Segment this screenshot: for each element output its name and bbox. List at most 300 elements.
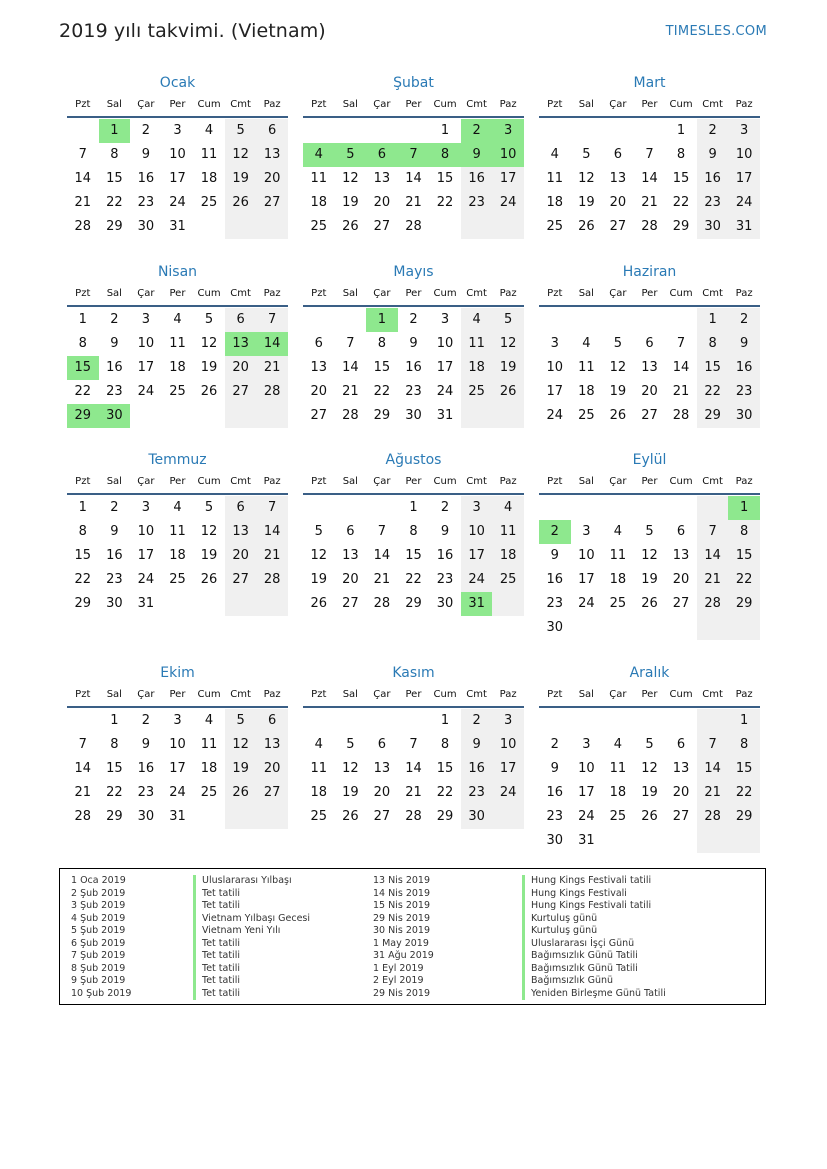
day-cell[interactable]: 15 <box>672 171 690 186</box>
day-cell[interactable]: 7 <box>256 496 288 520</box>
day-cell[interactable]: 12 <box>342 171 359 186</box>
day-cell[interactable]: 30 <box>546 620 564 635</box>
day-cell[interactable]: 23 <box>436 572 454 587</box>
day-cell[interactable]: 6 <box>676 524 686 539</box>
day-cell[interactable]: 15 <box>74 548 92 563</box>
day-cell[interactable]: 5 <box>225 119 257 143</box>
day-cell[interactable]: 11 <box>310 171 328 186</box>
day-cell[interactable]: 13 <box>609 171 627 186</box>
day-cell[interactable]: 11 <box>461 332 493 356</box>
day-cell[interactable]: 10 <box>578 761 595 776</box>
holiday-day[interactable]: 30 <box>99 404 131 428</box>
day-cell[interactable]: 7 <box>346 336 355 351</box>
day-cell[interactable]: 22 <box>106 195 123 210</box>
day-cell[interactable]: 7 <box>645 147 654 162</box>
day-cell[interactable]: 28 <box>697 592 729 616</box>
day-cell[interactable]: 20 <box>342 572 359 587</box>
day-cell[interactable]: 30 <box>137 219 155 234</box>
day-cell[interactable]: 24 <box>728 191 760 215</box>
day-cell[interactable]: 4 <box>314 737 323 752</box>
day-cell[interactable]: 22 <box>728 781 760 805</box>
day-cell[interactable]: 8 <box>78 336 87 351</box>
day-cell[interactable]: 2 <box>141 713 151 728</box>
day-cell[interactable]: 24 <box>137 572 155 587</box>
day-cell[interactable]: 8 <box>676 147 686 162</box>
day-cell[interactable]: 20 <box>373 785 391 800</box>
day-cell[interactable]: 29 <box>436 809 454 824</box>
day-cell[interactable]: 28 <box>74 219 92 234</box>
day-cell[interactable]: 10 <box>546 360 564 375</box>
day-cell[interactable]: 30 <box>546 833 564 848</box>
day-cell[interactable]: 22 <box>436 785 454 800</box>
day-cell[interactable]: 7 <box>697 520 729 544</box>
day-cell[interactable]: 28 <box>373 596 391 611</box>
day-cell[interactable]: 3 <box>582 524 591 539</box>
day-cell[interactable]: 1 <box>78 500 87 515</box>
day-cell[interactable]: 18 <box>609 785 627 800</box>
day-cell[interactable]: 19 <box>310 572 328 587</box>
brand-link[interactable]: TIMESLES.COM <box>665 24 767 39</box>
day-cell[interactable]: 5 <box>645 524 654 539</box>
day-cell[interactable]: 22 <box>405 572 422 587</box>
day-cell[interactable]: 26 <box>200 572 218 587</box>
day-cell[interactable]: 4 <box>492 496 524 520</box>
day-cell[interactable]: 16 <box>137 171 155 186</box>
day-cell[interactable]: 28 <box>256 568 288 592</box>
day-cell[interactable]: 6 <box>225 308 257 332</box>
holiday-day[interactable]: 6 <box>366 143 398 167</box>
day-cell[interactable]: 1 <box>676 123 686 138</box>
day-cell[interactable]: 28 <box>697 805 729 829</box>
day-cell[interactable]: 15 <box>373 360 391 375</box>
holiday-day[interactable]: 2 <box>461 119 493 143</box>
day-cell[interactable]: 23 <box>546 809 564 824</box>
day-cell[interactable]: 27 <box>225 568 257 592</box>
day-cell[interactable]: 1 <box>110 713 119 728</box>
day-cell[interactable]: 30 <box>137 809 155 824</box>
day-cell[interactable]: 30 <box>106 596 123 611</box>
day-cell[interactable]: 17 <box>492 167 524 191</box>
day-cell[interactable]: 15 <box>436 171 454 186</box>
day-cell[interactable]: 26 <box>641 596 658 611</box>
day-cell[interactable]: 14 <box>74 171 92 186</box>
day-cell[interactable]: 21 <box>256 544 288 568</box>
day-cell[interactable]: 29 <box>106 219 123 234</box>
day-cell[interactable]: 30 <box>436 596 454 611</box>
day-cell[interactable]: 24 <box>546 408 564 423</box>
day-cell[interactable]: 21 <box>697 568 729 592</box>
day-cell[interactable]: 26 <box>225 191 257 215</box>
day-cell[interactable]: 25 <box>461 380 493 404</box>
day-cell[interactable]: 17 <box>137 548 155 563</box>
day-cell[interactable]: 3 <box>141 312 151 327</box>
day-cell[interactable]: 25 <box>578 408 595 423</box>
day-cell[interactable]: 10 <box>137 336 155 351</box>
day-cell[interactable]: 21 <box>641 195 658 210</box>
holiday-day[interactable]: 1 <box>728 496 760 520</box>
holiday-day[interactable]: 4 <box>303 143 335 167</box>
day-cell[interactable]: 1 <box>440 123 450 138</box>
day-cell[interactable]: 19 <box>578 195 595 210</box>
day-cell[interactable]: 21 <box>697 781 729 805</box>
day-cell[interactable]: 12 <box>609 360 627 375</box>
day-cell[interactable]: 4 <box>173 312 182 327</box>
day-cell[interactable]: 18 <box>310 195 328 210</box>
day-cell[interactable]: 8 <box>440 737 450 752</box>
day-cell[interactable]: 16 <box>436 548 454 563</box>
day-cell[interactable]: 30 <box>728 404 760 428</box>
day-cell[interactable]: 2 <box>110 500 119 515</box>
day-cell[interactable]: 23 <box>546 596 564 611</box>
day-cell[interactable]: 16 <box>728 356 760 380</box>
day-cell[interactable]: 3 <box>461 496 493 520</box>
day-cell[interactable]: 1 <box>697 308 729 332</box>
day-cell[interactable]: 7 <box>697 733 729 757</box>
day-cell[interactable]: 5 <box>346 737 355 752</box>
day-cell[interactable]: 18 <box>200 171 218 186</box>
day-cell[interactable]: 23 <box>106 384 123 399</box>
day-cell[interactable]: 11 <box>609 761 627 776</box>
day-cell[interactable]: 13 <box>672 548 690 563</box>
day-cell[interactable]: 20 <box>641 384 658 399</box>
day-cell[interactable]: 22 <box>373 384 391 399</box>
day-cell[interactable]: 25 <box>492 568 524 592</box>
day-cell[interactable]: 24 <box>492 781 524 805</box>
holiday-day[interactable]: 10 <box>492 143 524 167</box>
day-cell[interactable]: 5 <box>582 147 591 162</box>
day-cell[interactable]: 11 <box>609 548 627 563</box>
day-cell[interactable]: 15 <box>106 171 123 186</box>
day-cell[interactable]: 30 <box>461 805 493 829</box>
day-cell[interactable]: 30 <box>697 215 729 239</box>
day-cell[interactable]: 4 <box>204 713 214 728</box>
day-cell[interactable]: 4 <box>204 123 214 138</box>
day-cell[interactable]: 8 <box>697 332 729 356</box>
day-cell[interactable]: 23 <box>137 785 155 800</box>
day-cell[interactable]: 25 <box>310 219 328 234</box>
day-cell[interactable]: 16 <box>461 167 493 191</box>
day-cell[interactable]: 27 <box>256 781 288 805</box>
day-cell[interactable]: 29 <box>373 408 391 423</box>
day-cell[interactable]: 29 <box>728 805 760 829</box>
day-cell[interactable]: 13 <box>310 360 328 375</box>
day-cell[interactable]: 26 <box>641 809 658 824</box>
day-cell[interactable]: 2 <box>728 308 760 332</box>
holiday-day[interactable]: 5 <box>335 143 367 167</box>
day-cell[interactable]: 10 <box>169 737 186 752</box>
day-cell[interactable]: 8 <box>409 524 418 539</box>
day-cell[interactable]: 6 <box>256 119 288 143</box>
day-cell[interactable]: 25 <box>546 219 564 234</box>
day-cell[interactable]: 26 <box>492 380 524 404</box>
day-cell[interactable]: 10 <box>728 143 760 167</box>
day-cell[interactable]: 6 <box>645 336 654 351</box>
day-cell[interactable]: 11 <box>200 147 218 162</box>
day-cell[interactable]: 25 <box>169 384 186 399</box>
day-cell[interactable]: 18 <box>200 761 218 776</box>
day-cell[interactable]: 27 <box>310 408 328 423</box>
day-cell[interactable]: 14 <box>672 360 690 375</box>
day-cell[interactable]: 23 <box>405 384 422 399</box>
day-cell[interactable]: 16 <box>106 360 123 375</box>
day-cell[interactable]: 11 <box>169 524 186 539</box>
day-cell[interactable]: 9 <box>440 524 450 539</box>
day-cell[interactable]: 22 <box>436 195 454 210</box>
day-cell[interactable]: 17 <box>436 360 454 375</box>
day-cell[interactable]: 3 <box>141 500 151 515</box>
day-cell[interactable]: 9 <box>461 733 493 757</box>
day-cell[interactable]: 19 <box>225 757 257 781</box>
day-cell[interactable]: 19 <box>342 785 359 800</box>
day-cell[interactable]: 18 <box>169 548 186 563</box>
day-cell[interactable]: 22 <box>728 568 760 592</box>
day-cell[interactable]: 27 <box>641 408 658 423</box>
day-cell[interactable]: 23 <box>137 195 155 210</box>
day-cell[interactable]: 19 <box>641 785 658 800</box>
day-cell[interactable]: 12 <box>310 548 328 563</box>
day-cell[interactable]: 3 <box>728 119 760 143</box>
day-cell[interactable]: 20 <box>310 384 328 399</box>
day-cell[interactable]: 14 <box>405 171 422 186</box>
day-cell[interactable]: 5 <box>204 312 214 327</box>
day-cell[interactable]: 14 <box>641 171 658 186</box>
day-cell[interactable]: 12 <box>578 171 595 186</box>
day-cell[interactable]: 29 <box>728 592 760 616</box>
day-cell[interactable]: 23 <box>728 380 760 404</box>
day-cell[interactable]: 7 <box>409 737 418 752</box>
day-cell[interactable]: 18 <box>169 360 186 375</box>
day-cell[interactable]: 4 <box>613 737 623 752</box>
day-cell[interactable]: 15 <box>728 544 760 568</box>
day-cell[interactable]: 4 <box>173 500 182 515</box>
day-cell[interactable]: 22 <box>697 380 729 404</box>
day-cell[interactable]: 20 <box>256 167 288 191</box>
day-cell[interactable]: 2 <box>440 500 450 515</box>
day-cell[interactable]: 20 <box>373 195 391 210</box>
day-cell[interactable]: 10 <box>137 524 155 539</box>
holiday-day[interactable]: 2 <box>539 520 571 544</box>
day-cell[interactable]: 21 <box>405 785 422 800</box>
day-cell[interactable]: 24 <box>436 384 454 399</box>
day-cell[interactable]: 7 <box>78 737 87 752</box>
day-cell[interactable]: 26 <box>609 408 627 423</box>
day-cell[interactable]: 10 <box>436 336 454 351</box>
holiday-day[interactable]: 3 <box>492 119 524 143</box>
day-cell[interactable]: 27 <box>256 191 288 215</box>
day-cell[interactable]: 10 <box>461 520 493 544</box>
day-cell[interactable]: 29 <box>405 596 422 611</box>
day-cell[interactable]: 13 <box>373 761 391 776</box>
day-cell[interactable]: 24 <box>461 568 493 592</box>
day-cell[interactable]: 6 <box>377 737 387 752</box>
day-cell[interactable]: 31 <box>728 215 760 239</box>
holiday-day[interactable]: 31 <box>461 592 493 616</box>
day-cell[interactable]: 17 <box>137 360 155 375</box>
day-cell[interactable]: 1 <box>78 312 87 327</box>
day-cell[interactable]: 15 <box>405 548 422 563</box>
day-cell[interactable]: 28 <box>672 408 690 423</box>
day-cell[interactable]: 20 <box>225 356 257 380</box>
day-cell[interactable]: 10 <box>169 147 186 162</box>
day-cell[interactable]: 25 <box>169 572 186 587</box>
day-cell[interactable]: 12 <box>492 332 524 356</box>
day-cell[interactable]: 2 <box>697 119 729 143</box>
day-cell[interactable]: 2 <box>141 123 151 138</box>
day-cell[interactable]: 25 <box>200 195 218 210</box>
day-cell[interactable]: 9 <box>141 737 151 752</box>
day-cell[interactable]: 13 <box>342 548 359 563</box>
day-cell[interactable]: 9 <box>697 143 729 167</box>
day-cell[interactable]: 31 <box>436 408 454 423</box>
day-cell[interactable]: 8 <box>78 524 87 539</box>
day-cell[interactable]: 27 <box>672 809 690 824</box>
day-cell[interactable]: 17 <box>169 171 186 186</box>
day-cell[interactable]: 11 <box>578 360 595 375</box>
day-cell[interactable]: 5 <box>225 709 257 733</box>
day-cell[interactable]: 18 <box>578 384 595 399</box>
day-cell[interactable]: 9 <box>110 336 119 351</box>
day-cell[interactable]: 13 <box>672 761 690 776</box>
day-cell[interactable]: 17 <box>578 785 595 800</box>
day-cell[interactable]: 27 <box>342 596 359 611</box>
day-cell[interactable]: 9 <box>550 761 559 776</box>
day-cell[interactable]: 12 <box>200 336 218 351</box>
day-cell[interactable]: 19 <box>200 360 218 375</box>
day-cell[interactable]: 24 <box>578 596 595 611</box>
day-cell[interactable]: 1 <box>728 709 760 733</box>
day-cell[interactable]: 18 <box>492 544 524 568</box>
day-cell[interactable]: 26 <box>578 219 595 234</box>
day-cell[interactable]: 6 <box>225 496 257 520</box>
holiday-day[interactable]: 29 <box>67 404 99 428</box>
day-cell[interactable]: 21 <box>405 195 422 210</box>
day-cell[interactable]: 14 <box>697 544 729 568</box>
day-cell[interactable]: 21 <box>74 785 92 800</box>
day-cell[interactable]: 14 <box>405 761 422 776</box>
day-cell[interactable]: 27 <box>609 219 627 234</box>
day-cell[interactable]: 13 <box>256 143 288 167</box>
day-cell[interactable]: 6 <box>314 336 323 351</box>
day-cell[interactable]: 12 <box>641 548 658 563</box>
holiday-day[interactable]: 1 <box>99 119 131 143</box>
day-cell[interactable]: 26 <box>342 219 359 234</box>
day-cell[interactable]: 2 <box>409 312 418 327</box>
day-cell[interactable]: 2 <box>461 709 493 733</box>
day-cell[interactable]: 11 <box>200 737 218 752</box>
day-cell[interactable]: 18 <box>609 572 627 587</box>
day-cell[interactable]: 21 <box>373 572 391 587</box>
day-cell[interactable]: 18 <box>546 195 564 210</box>
day-cell[interactable]: 26 <box>310 596 328 611</box>
day-cell[interactable]: 7 <box>78 147 87 162</box>
day-cell[interactable]: 21 <box>672 384 690 399</box>
day-cell[interactable]: 2 <box>110 312 119 327</box>
holiday-day[interactable]: 9 <box>461 143 493 167</box>
day-cell[interactable]: 20 <box>672 785 690 800</box>
day-cell[interactable]: 9 <box>110 524 119 539</box>
day-cell[interactable]: 22 <box>106 785 123 800</box>
day-cell[interactable]: 27 <box>373 809 391 824</box>
day-cell[interactable]: 29 <box>697 404 729 428</box>
day-cell[interactable]: 20 <box>609 195 627 210</box>
day-cell[interactable]: 3 <box>173 123 182 138</box>
day-cell[interactable]: 22 <box>74 572 92 587</box>
day-cell[interactable]: 14 <box>342 360 359 375</box>
day-cell[interactable]: 11 <box>169 336 186 351</box>
day-cell[interactable]: 19 <box>200 548 218 563</box>
day-cell[interactable]: 28 <box>256 380 288 404</box>
holiday-day[interactable]: 7 <box>398 143 430 167</box>
day-cell[interactable]: 29 <box>74 596 92 611</box>
day-cell[interactable]: 9 <box>550 548 559 563</box>
day-cell[interactable]: 16 <box>461 757 493 781</box>
day-cell[interactable]: 13 <box>641 360 658 375</box>
day-cell[interactable]: 30 <box>405 408 422 423</box>
day-cell[interactable]: 10 <box>578 548 595 563</box>
day-cell[interactable]: 12 <box>342 761 359 776</box>
day-cell[interactable]: 21 <box>256 356 288 380</box>
day-cell[interactable]: 13 <box>256 733 288 757</box>
day-cell[interactable]: 15 <box>697 356 729 380</box>
day-cell[interactable]: 31 <box>137 596 155 611</box>
day-cell[interactable]: 24 <box>137 384 155 399</box>
day-cell[interactable]: 26 <box>225 781 257 805</box>
day-cell[interactable]: 28 <box>405 219 422 234</box>
day-cell[interactable]: 6 <box>676 737 686 752</box>
day-cell[interactable]: 17 <box>728 167 760 191</box>
day-cell[interactable]: 25 <box>609 596 627 611</box>
day-cell[interactable]: 5 <box>613 336 623 351</box>
day-cell[interactable]: 9 <box>728 332 760 356</box>
day-cell[interactable]: 12 <box>225 733 257 757</box>
day-cell[interactable]: 17 <box>169 761 186 776</box>
day-cell[interactable]: 8 <box>110 147 119 162</box>
day-cell[interactable]: 6 <box>346 524 355 539</box>
day-cell[interactable]: 27 <box>373 219 391 234</box>
day-cell[interactable]: 29 <box>672 219 690 234</box>
day-cell[interactable]: 22 <box>672 195 690 210</box>
day-cell[interactable]: 23 <box>461 191 493 215</box>
day-cell[interactable]: 13 <box>373 171 391 186</box>
day-cell[interactable]: 8 <box>377 336 387 351</box>
day-cell[interactable]: 28 <box>74 809 92 824</box>
day-cell[interactable]: 4 <box>613 524 623 539</box>
day-cell[interactable]: 15 <box>436 761 454 776</box>
day-cell[interactable]: 8 <box>728 520 760 544</box>
day-cell[interactable]: 8 <box>110 737 119 752</box>
day-cell[interactable]: 25 <box>609 809 627 824</box>
day-cell[interactable]: 2 <box>550 737 559 752</box>
day-cell[interactable]: 4 <box>582 336 591 351</box>
day-cell[interactable]: 14 <box>697 757 729 781</box>
day-cell[interactable]: 16 <box>697 167 729 191</box>
day-cell[interactable]: 16 <box>106 548 123 563</box>
day-cell[interactable]: 24 <box>578 809 595 824</box>
day-cell[interactable]: 24 <box>169 195 186 210</box>
day-cell[interactable]: 28 <box>405 809 422 824</box>
day-cell[interactable]: 27 <box>672 596 690 611</box>
day-cell[interactable]: 4 <box>550 147 559 162</box>
day-cell[interactable]: 17 <box>461 544 493 568</box>
day-cell[interactable]: 5 <box>204 500 214 515</box>
day-cell[interactable]: 23 <box>106 572 123 587</box>
day-cell[interactable]: 24 <box>492 191 524 215</box>
day-cell[interactable]: 3 <box>440 312 450 327</box>
day-cell[interactable]: 14 <box>74 761 92 776</box>
day-cell[interactable]: 15 <box>106 761 123 776</box>
day-cell[interactable]: 11 <box>546 171 564 186</box>
day-cell[interactable]: 20 <box>225 544 257 568</box>
